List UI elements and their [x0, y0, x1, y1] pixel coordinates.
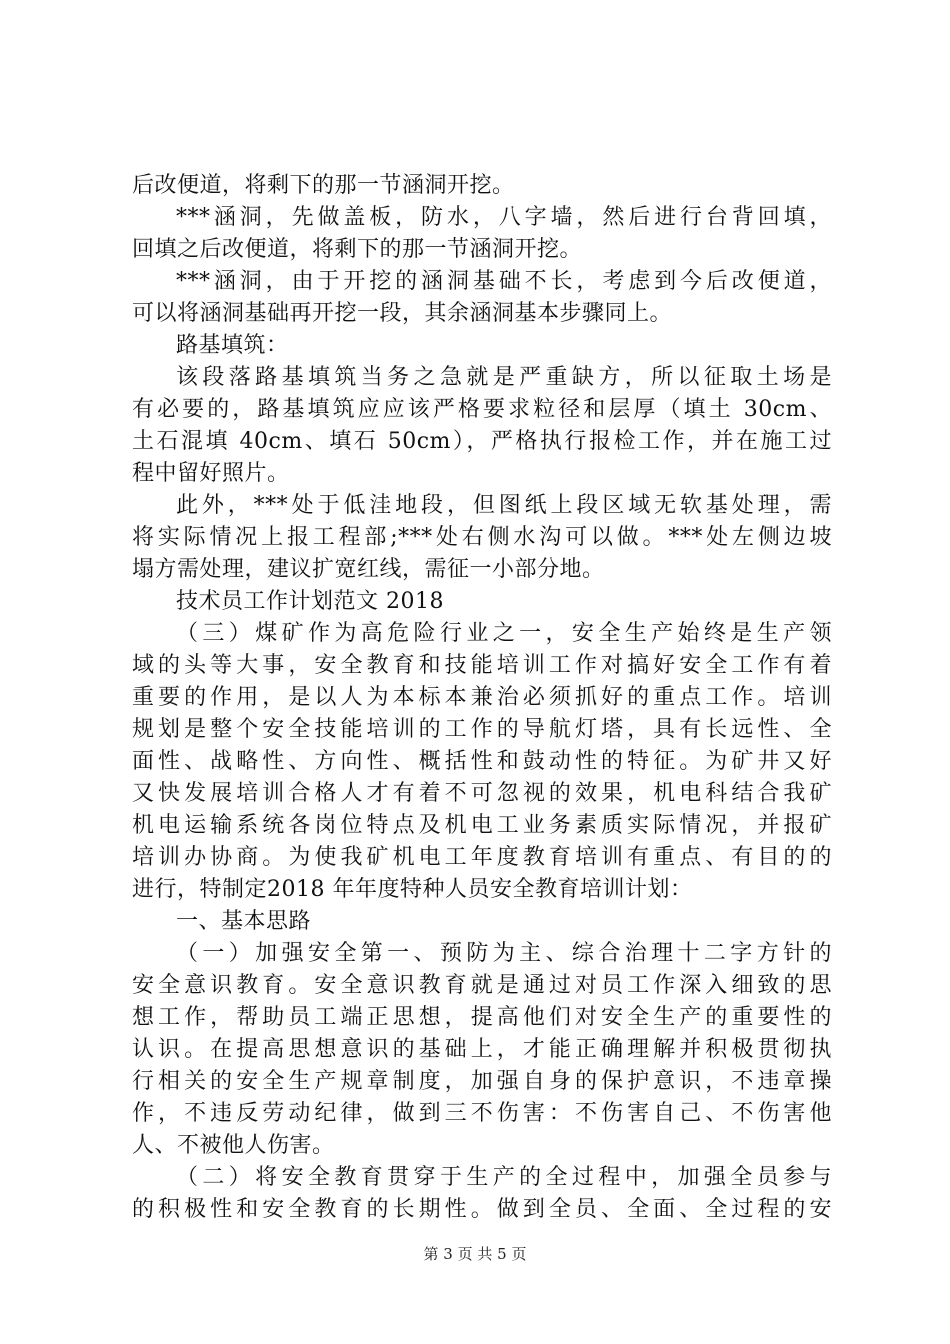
- text-line: 机电运输系统各岗位特点及机电工业务素质实际情况，并报矿: [132, 813, 832, 838]
- text-line: 安全意识教育。安全意识教育就是通过对员工作深入细致的思: [132, 973, 832, 998]
- text-line: 行相关的安全生产规章制度，加强自身的保护意识，不违章操: [132, 1069, 832, 1094]
- text-line: 想工作，帮助员工端正思想，提高他们对安全生产的重要性的: [132, 1005, 832, 1030]
- text-line: 可以将涵洞基础再开挖一段，其余涵洞基本步骤同上。: [132, 301, 673, 326]
- text-line: 的积极性和安全教育的长期性。做到全员、全面、全过程的安: [132, 1197, 832, 1222]
- page-footer: 第 3 页 共 5 页: [423, 1245, 527, 1263]
- text-line: 重要的作用，是以人为本标本兼治必须抓好的重点工作。培训: [132, 685, 832, 710]
- text-line: 塌方需处理，建议扩宽红线，需征一小部分地。: [132, 557, 605, 582]
- text-line: 人、不被他人伤害。: [132, 1133, 335, 1158]
- text-line: 此外，***处于低洼地段，但图纸上段区域无软基处理，需: [176, 493, 832, 518]
- text-line: 进行，特制定2018 年年度特种人员安全教育培训计划：: [132, 877, 693, 902]
- text-line: 技术员工作计划范文 2018: [176, 589, 444, 614]
- text-line: 后改便道，将剩下的那一节涵洞开挖。: [132, 173, 515, 198]
- text-line: 一、基本思路: [176, 909, 312, 934]
- text-line: 作，不违反劳动纪律，做到三不伤害：不伤害自己、不伤害他: [132, 1101, 832, 1126]
- text-line: 培训办协商。为使我矿机电工年度教育培训有重点、有目的的: [132, 845, 832, 870]
- text-line: 程中留好照片。: [132, 461, 290, 486]
- text-line: 该段落路基填筑当务之急就是严重缺方，所以征取土场是: [176, 365, 832, 390]
- text-line: ***涵洞，先做盖板，防水，八字墙，然后进行台背回填，: [176, 205, 832, 230]
- text-line: （三）煤矿作为高危险行业之一，安全生产始终是生产领: [176, 621, 832, 646]
- text-line: 认识。在提高思想意识的基础上，才能正确理解并积极贯彻执: [132, 1037, 832, 1062]
- text-line: ***涵洞，由于开挖的涵洞基础不长，考虑到今后改便道，: [176, 269, 832, 294]
- text-line: 将实际情况上报工程部;***处右侧水沟可以做。***处左侧边坡: [132, 525, 832, 550]
- text-line: 域的头等大事，安全教育和技能培训工作对搞好安全工作有着: [132, 653, 832, 678]
- text-line: 又快发展培训合格人才有着不可忽视的效果，机电科结合我矿: [132, 781, 832, 806]
- text-line: 面性、战略性、方向性、概括性和鼓动性的特征。为矿井又好: [132, 749, 832, 774]
- text-line: 土石混填 40cm、填石 50cm），严格执行报检工作，并在施工过: [132, 429, 832, 454]
- text-line: （二）将安全教育贯穿于生产的全过程中，加强全员参与: [176, 1165, 832, 1190]
- text-line: （一）加强安全第一、预防为主、综合治理十二字方针的: [176, 941, 832, 966]
- text-line: 回填之后改便道，将剩下的那一节涵洞开挖。: [132, 237, 583, 262]
- text-line: 路基填筑：: [176, 333, 289, 358]
- text-line: 规划是整个安全技能培训的工作的导航灯塔，具有长远性、全: [132, 717, 832, 742]
- document-body: [132, 170, 832, 1226]
- text-line: 有必要的，路基填筑应应该严格要求粒径和层厚（填土 30cm、: [132, 397, 832, 422]
